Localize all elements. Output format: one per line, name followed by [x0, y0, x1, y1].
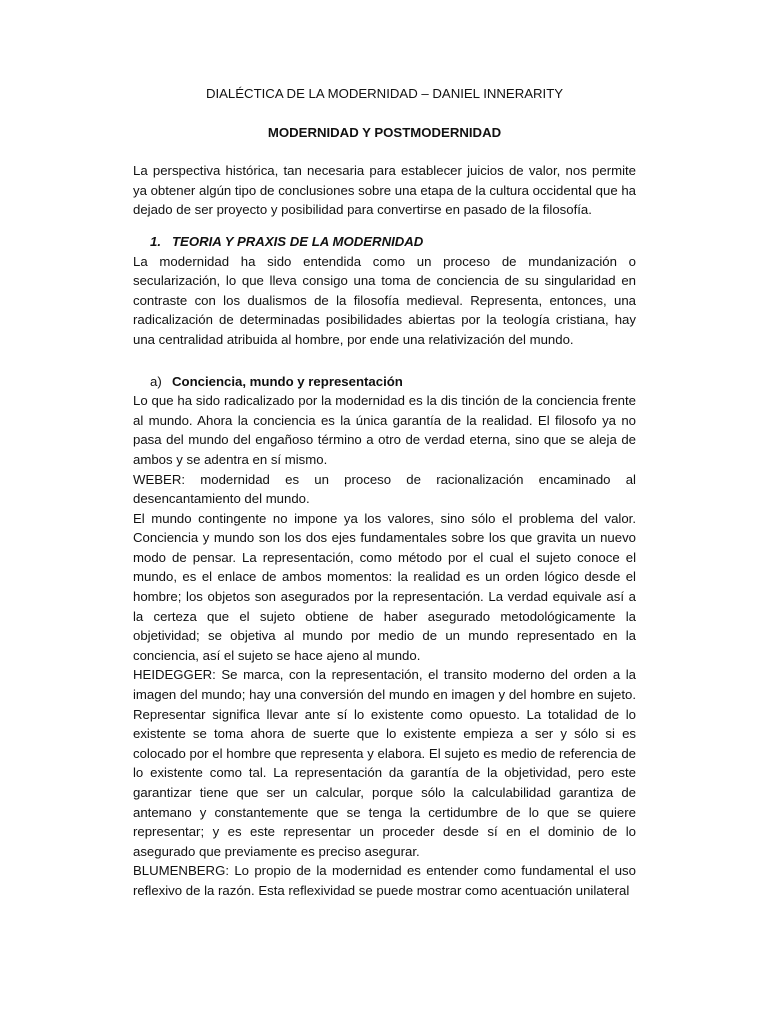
subsection-a-heading	[133, 372, 636, 392]
section-1-body: La modernidad ha sido entendida como un proceso de mundanización o secularización, lo que lleva consigo una toma de conciencia de su singularidad en contraste con los dualismos de la filosofía medieval. Representa, entonces, una radicalización de determinadas posibilidades abiertas por la teología cristiana, hay una centralidad atribuida al hombre, por ende una relativización del mundo.	[133, 253, 636, 347]
section-1-number: 1.	[150, 233, 161, 249]
paragraph-blumenberg: BLUMENBERG: Lo propio de la modernidad es entender como fundamental el uso reflexivo de la razón. Esta reflexividad se puede mostrar como acentuación unilateral	[133, 863, 636, 898]
paragraph: El mundo contingente no impone ya los valores, sino sólo el problema del valor. Conciencia y mundo son los dos ejes fundamentales sobre los que gravita un nuevo modo de pensar. La representación, como método por el cual el sujeto conoce el mundo, es el enlace de ambos momentos: la realidad es un orden lógico desde el hombre; los objetos son asegurados por la representación. La verdad equivale así a la certeza que el sujeto obtiene de haber asegurado metodológicamente la objetividad; se objetiva al mundo por medio de un mundo representado en la conciencia, así el sujeto se hace ajeno al mundo.	[133, 510, 636, 663]
paragraph-heidegger: HEIDEGGER: Se marca, con la representación, el transito moderno del orden a la imagen del mundo; hay una conversión del mundo en imagen y del hombre en sujeto. Representar significa llevar ante sí lo existente como opuesto. La totalidad de lo existente se toma ahora de suerte que lo existente empieza a ser y sólo si es colocado por el hombre que representa y elabora. El sujeto es medio de referencia de lo existente como tal. La representación da garantía de la objetividad, pero este garantizar tiene que ser un calcular, porque sólo la calculabilidad garantiza de antemano y constantemente que se tenga la certidumbre de lo que se quiere representar; y es este representar un proceder desde sí en el dominio de lo asegurado que previamente es preciso asegurar.	[133, 667, 636, 859]
subsection-a-label: a)	[150, 373, 162, 389]
document-subtitle: MODERNIDAD Y POSTMODERNIDAD	[267, 124, 502, 140]
subsection-a-title: Conciencia, mundo y representación	[172, 373, 403, 389]
page-content	[133, 84, 636, 901]
document-title: DIALÉCTICA DE LA MODERNIDAD – DANIEL INNERARITY	[205, 86, 564, 101]
intro-paragraph: La perspectiva histórica, tan necesaria para establecer juicios de valor, nos permite ya obtener algún tipo de conclusiones sobre una etapa de la cultura occidental que ha dejado de ser proyecto y posibilidad para convertirse en pasado de la filosofía.	[133, 163, 636, 218]
section-1-heading	[133, 232, 636, 252]
section-1-title: TEORIA Y PRAXIS DE LA MODERNIDAD	[172, 233, 424, 249]
paragraph: Lo que ha sido radicalizado por la modernidad es la dis tinción de la conciencia frente al mundo. Ahora la conciencia es la única garantía de la realidad. El filosofo ya no pasa del mundo del engañoso término a otro de verdad eterna, sino que se aleja de ambos y se adentra en sí mismo.	[133, 393, 636, 467]
paragraph-weber: WEBER: modernidad es un proceso de racionalización encaminado al desencantamiento del mundo.	[133, 471, 636, 507]
